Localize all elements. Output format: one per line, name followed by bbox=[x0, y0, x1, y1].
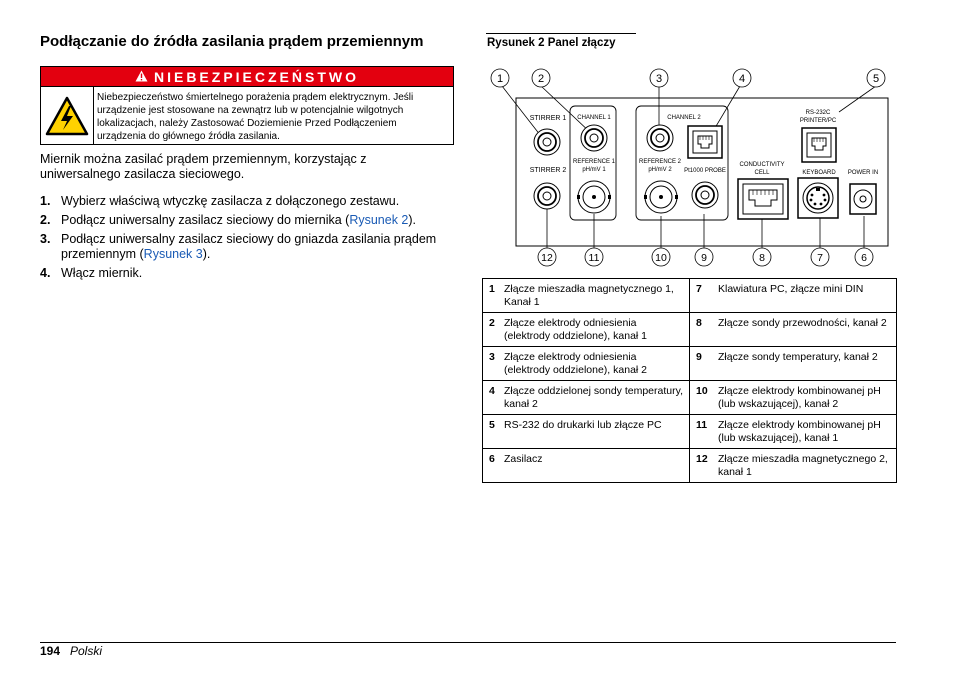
legend-number: 10 bbox=[696, 385, 708, 397]
reference-2-label: REFERENCE 2 bbox=[638, 159, 682, 165]
step-text: ). bbox=[408, 213, 417, 227]
legend-text: Klawiatura PC, złącze mini DIN bbox=[718, 283, 864, 295]
danger-box bbox=[40, 66, 454, 145]
table-row bbox=[483, 279, 897, 313]
callout-label: 4 bbox=[738, 73, 746, 85]
step-text: Podłącz uniwersalny zasilacz sieciowy do miernika ( bbox=[61, 213, 350, 227]
danger-label: NIEBEZPIECZEŃSTWO bbox=[153, 68, 359, 85]
legend-text: Zasilacz bbox=[504, 453, 543, 465]
legend-number: 8 bbox=[696, 317, 702, 329]
legend-number: 12 bbox=[696, 453, 708, 465]
bnc-1-connector bbox=[577, 181, 611, 213]
step-text: Włącz miernik. bbox=[61, 266, 143, 280]
callout-label: 11 bbox=[588, 252, 600, 264]
callout-label: 2 bbox=[537, 73, 545, 85]
step-number: 1. bbox=[40, 194, 51, 208]
legend-text: Złącze mieszadła magnetycznego 1, Kanał 1 bbox=[504, 283, 674, 308]
steps-list bbox=[40, 194, 460, 285]
table-row bbox=[483, 381, 897, 415]
keyboard-connector bbox=[798, 178, 838, 218]
legend-number: 1 bbox=[489, 283, 495, 295]
legend-number: 9 bbox=[696, 351, 702, 363]
stirrer-2-connector bbox=[534, 183, 560, 209]
table-row bbox=[483, 347, 897, 381]
legend-text: Złącze elektrody kombinowanej pH (lub wskazującej), kanał 2 bbox=[718, 385, 881, 410]
list-item bbox=[40, 232, 460, 262]
channel-2-label: CHANNEL 2 bbox=[667, 115, 701, 121]
pt1000-connector bbox=[692, 182, 718, 208]
legend-cell bbox=[690, 381, 897, 415]
figure-legend-table bbox=[482, 278, 897, 483]
conductivity-cell-label: CELL bbox=[754, 170, 770, 176]
legend-number: 5 bbox=[489, 419, 495, 431]
legend-cell bbox=[483, 415, 690, 449]
legend-cell bbox=[690, 347, 897, 381]
callout-label: 5 bbox=[872, 73, 880, 85]
warning-triangle-icon bbox=[135, 69, 148, 85]
callout-label: 7 bbox=[817, 252, 823, 264]
danger-header bbox=[41, 67, 453, 87]
power-in-label: POWER IN bbox=[847, 170, 879, 176]
table-row bbox=[483, 449, 897, 483]
legend-cell bbox=[483, 279, 690, 313]
legend-cell bbox=[690, 415, 897, 449]
step-text: ). bbox=[202, 247, 211, 261]
conductivity-connector bbox=[738, 179, 788, 219]
legend-number: 3 bbox=[489, 351, 495, 363]
list-item bbox=[40, 266, 460, 281]
callout-label: 9 bbox=[701, 252, 707, 264]
pt1000-label: Pt1000 PROBE bbox=[684, 168, 726, 174]
connector-panel-diagram bbox=[484, 64, 898, 274]
callout-label: 6 bbox=[861, 252, 867, 264]
callout-label: 3 bbox=[655, 73, 663, 85]
list-item bbox=[40, 194, 460, 209]
printer-pc-label: PRINTER/PC bbox=[799, 118, 837, 124]
reference-1-connector bbox=[581, 125, 607, 151]
legend-cell bbox=[483, 381, 690, 415]
conductivity-label: CONDUCTIVITY bbox=[739, 162, 785, 168]
legend-text: Złącze mieszadła magnetycznego 2, kanał 1 bbox=[718, 453, 888, 478]
rs232-connector bbox=[802, 128, 836, 162]
section-title: Podłączanie do źródła zasilania prądem przemiennym bbox=[40, 33, 424, 50]
page-number: 194 bbox=[40, 644, 61, 658]
footer-language: Polski bbox=[70, 644, 103, 658]
channel-1-label: CHANNEL 1 bbox=[577, 115, 611, 121]
legend-number: 6 bbox=[489, 453, 495, 465]
electric-shock-icon bbox=[45, 96, 89, 136]
phmv-1-label: pH/mV 1 bbox=[582, 167, 606, 173]
legend-cell bbox=[483, 347, 690, 381]
danger-text: Niebezpieczeństwo śmiertelnego porażenia prądem elektrycznym. Jeśli urządzenie jest stosowane na zewnątrz lub w potencjalnie wilgotnych lokalizacjach, należy Zastosować Doziemienie Przed Podłączeniem urządzenia do głównego źródła zasilania. bbox=[97, 92, 414, 142]
power-connector bbox=[850, 184, 876, 214]
callout-label: 8 bbox=[759, 252, 765, 264]
keyboard-label: KEYBOARD bbox=[802, 170, 836, 176]
rs232-label: RS-232C bbox=[805, 110, 831, 116]
callout-label: 10 bbox=[655, 252, 667, 264]
legend-text: Złącze sondy temperatury, kanał 2 bbox=[718, 351, 878, 363]
legend-text: Złącze elektrody odniesienia (elektrody oddzielone), kanał 1 bbox=[504, 317, 648, 342]
reference-1-label: REFERENCE 1 bbox=[572, 159, 616, 165]
intro-paragraph: Miernik można zasilać prądem przemiennym, korzystając z uniwersalnego zasilacza sieciowego. bbox=[40, 152, 367, 181]
legend-text: Złącze oddzielonej sondy temperatury, kanał 2 bbox=[504, 385, 683, 410]
temp-probe-2-connector bbox=[688, 126, 722, 158]
bnc-2-connector bbox=[644, 181, 678, 213]
figure-title: Rysunek 2 Panel złączy bbox=[487, 37, 616, 49]
step-text: Podłącz uniwersalny zasilacz sieciowy do gniazda zasilania prądem przemiennym ( bbox=[61, 232, 437, 261]
figure-link[interactable]: Rysunek 3 bbox=[143, 247, 203, 261]
legend-cell bbox=[483, 449, 690, 483]
step-text: Wybierz właściwą wtyczkę zasilacza z dołączonego zestawu. bbox=[61, 194, 400, 208]
phmv-2-label: pH/mV 2 bbox=[648, 167, 672, 173]
stirrer-1-label: STIRRER 1 bbox=[529, 115, 567, 122]
stirrer-2-label: STIRRER 2 bbox=[529, 167, 567, 174]
legend-cell bbox=[690, 449, 897, 483]
legend-text: Złącze elektrody kombinowanej pH (lub wskazującej), kanał 1 bbox=[718, 419, 881, 444]
step-number: 4. bbox=[40, 266, 51, 280]
step-number: 3. bbox=[40, 232, 51, 246]
legend-cell bbox=[690, 313, 897, 347]
figure-rule bbox=[486, 33, 636, 34]
callouts-bottom bbox=[538, 248, 873, 266]
legend-text: Złącze sondy przewodności, kanał 2 bbox=[718, 317, 887, 329]
callout-label: 1 bbox=[496, 73, 504, 85]
legend-cell bbox=[690, 279, 897, 313]
footer-rule bbox=[40, 642, 896, 643]
stirrer-1-connector bbox=[534, 129, 560, 155]
table-row bbox=[483, 313, 897, 347]
legend-number: 11 bbox=[696, 419, 708, 431]
legend-number: 4 bbox=[489, 385, 495, 397]
callouts-top bbox=[491, 69, 885, 87]
legend-cell bbox=[483, 313, 690, 347]
legend-number: 7 bbox=[696, 283, 702, 295]
legend-number: 2 bbox=[489, 317, 495, 329]
table-row bbox=[483, 415, 897, 449]
callout-label: 12 bbox=[541, 252, 553, 264]
reference-2-connector bbox=[647, 125, 673, 151]
legend-text: RS-232 do drukarki lub złącze PC bbox=[504, 419, 662, 431]
list-item bbox=[40, 213, 460, 228]
step-number: 2. bbox=[40, 213, 51, 227]
figure-link[interactable]: Rysunek 2 bbox=[349, 213, 409, 227]
legend-text: Złącze elektrody odniesienia (elektrody oddzielone), kanał 2 bbox=[504, 351, 648, 376]
danger-icon-cell bbox=[41, 87, 94, 144]
